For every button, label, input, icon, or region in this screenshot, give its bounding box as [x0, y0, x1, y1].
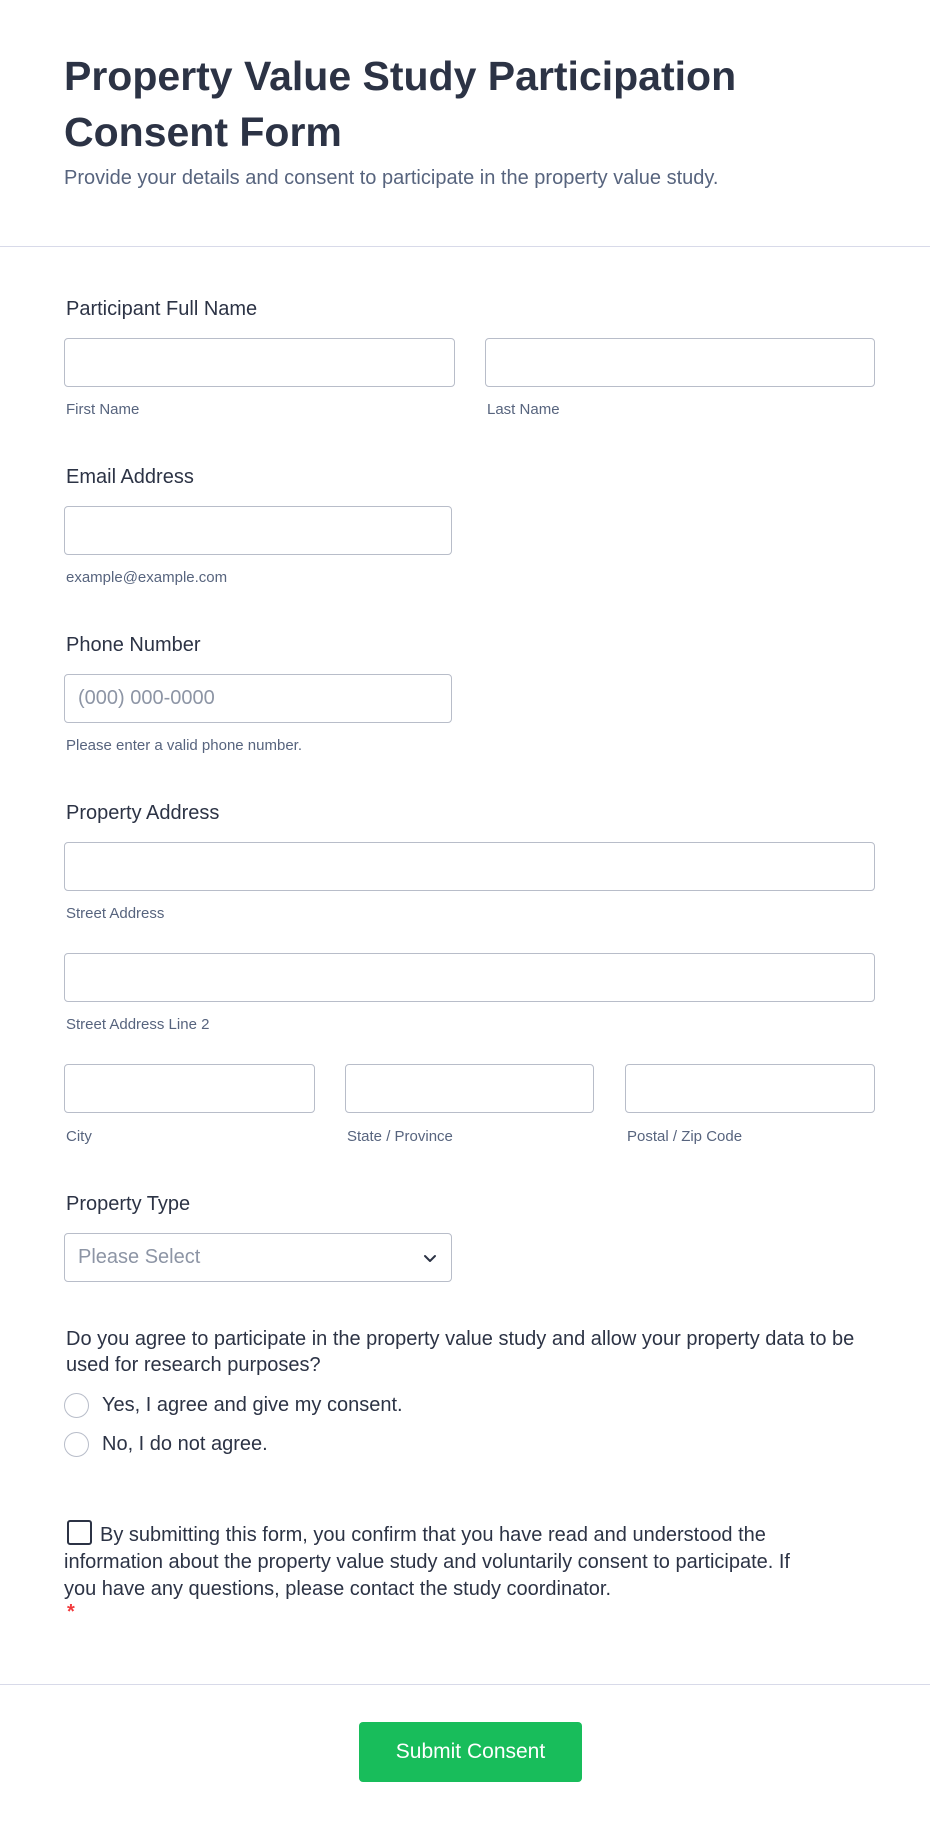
- last-name-input[interactable]: [485, 338, 875, 387]
- property-type-value: Please Select: [78, 1246, 201, 1268]
- full-name-label: Participant Full Name: [66, 298, 258, 320]
- zip-sublabel: Postal / Zip Code: [627, 1128, 743, 1145]
- consent-statement: [64, 1520, 794, 1603]
- state-input[interactable]: [345, 1064, 594, 1113]
- state-sublabel: State / Province: [347, 1128, 453, 1145]
- form-title: Property Value Study Participation Consent Form: [64, 53, 737, 155]
- agreement-question: Do you agree to participate in the property value study and allow your property data to be used for research purposes?: [66, 1328, 855, 1376]
- form-description: Provide your details and consent to participate in the property value study.: [64, 167, 719, 189]
- street-address-line2-input[interactable]: [64, 953, 875, 1002]
- property-type-select[interactable]: [64, 1233, 452, 1282]
- submit-consent-button[interactable]: Submit Consent: [359, 1722, 582, 1782]
- phone-label: Phone Number: [66, 634, 201, 656]
- email-input[interactable]: [64, 506, 452, 555]
- consent-text: By submitting this form, you confirm that you have read and understood the information about the property value study and voluntarily consent to participate. If you have any questions, please contact the study coordinator.: [64, 1524, 790, 1600]
- zip-input[interactable]: [625, 1064, 875, 1113]
- street-address-input[interactable]: [64, 842, 875, 891]
- email-label: Email Address: [66, 466, 194, 488]
- city-sublabel: City: [66, 1128, 92, 1145]
- consent-checkbox[interactable]: [67, 1520, 92, 1545]
- agree-option-label: Yes, I agree and give my consent.: [102, 1394, 403, 1416]
- required-mark: *: [67, 1601, 75, 1623]
- first-name-input[interactable]: [64, 338, 455, 387]
- footer-divider: [0, 1684, 930, 1685]
- city-input[interactable]: [64, 1064, 315, 1113]
- form-header: [64, 48, 884, 192]
- street-address-line2-sublabel: Street Address Line 2: [66, 1016, 210, 1033]
- agree-option[interactable]: [64, 1392, 403, 1418]
- property-address-label: Property Address: [66, 802, 220, 824]
- email-sublabel: example@example.com: [66, 569, 228, 586]
- disagree-option[interactable]: [64, 1431, 268, 1457]
- phone-sublabel: Please enter a valid phone number.: [66, 737, 302, 754]
- phone-input[interactable]: [64, 674, 452, 723]
- disagree-option-label: No, I do not agree.: [102, 1433, 268, 1455]
- last-name-sublabel: Last Name: [487, 401, 560, 418]
- street-address-sublabel: Street Address: [66, 905, 165, 922]
- property-type-label: Property Type: [66, 1193, 191, 1215]
- first-name-sublabel: First Name: [66, 401, 140, 418]
- agree-radio[interactable]: [64, 1393, 89, 1418]
- chevron-down-icon: [422, 1250, 438, 1266]
- header-divider: [0, 246, 930, 247]
- disagree-radio[interactable]: [64, 1432, 89, 1457]
